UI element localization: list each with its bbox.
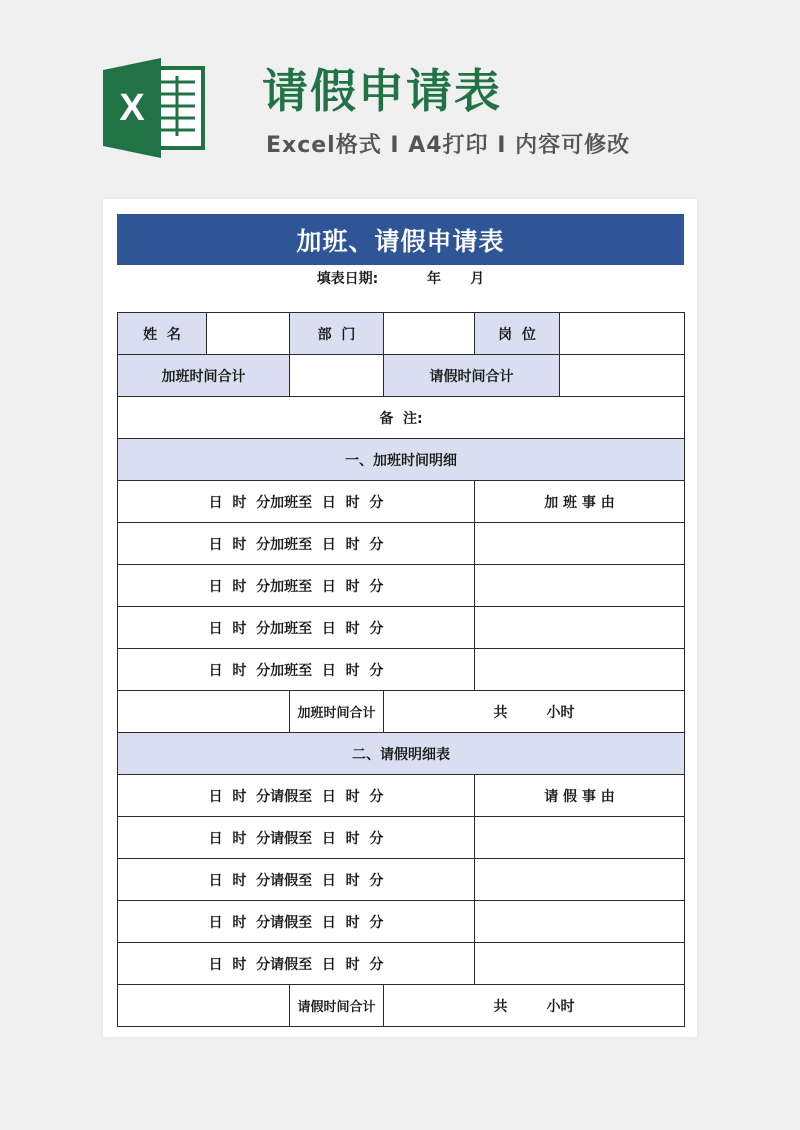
dept-label: 部 门 (290, 313, 384, 355)
name-field[interactable] (207, 313, 290, 355)
remarks-field[interactable]: 备 注: (118, 397, 685, 439)
leave-reason-cell[interactable] (475, 943, 685, 985)
form-title: 加班、请假申请表 (117, 214, 684, 265)
post-label: 岗 位 (475, 313, 560, 355)
leave-summary-blank[interactable] (118, 985, 290, 1027)
leave-summary-value[interactable]: 共 小时 (384, 985, 685, 1027)
table-row (118, 943, 685, 985)
application-table (117, 312, 685, 1027)
overtime-summary-blank[interactable] (118, 691, 290, 733)
overtime-section-title: 一、加班时间明细 (118, 439, 685, 481)
overtime-reason-header: 加 班 事 由 (475, 481, 685, 523)
fill-date-line (117, 265, 684, 291)
table-row (118, 901, 685, 943)
leave-time-cell[interactable]: 日 时 分请假至 日 时 分 (118, 943, 475, 985)
overtime-time-cell[interactable]: 日 时 分加班至 日 时 分 (118, 565, 475, 607)
leave-section-title: 二、请假明细表 (118, 733, 685, 775)
overtime-time-cell[interactable]: 日 时 分加班至 日 时 分 (118, 481, 475, 523)
overtime-reason-cell[interactable] (475, 523, 685, 565)
fill-date-label: 填表日期: (316, 271, 379, 287)
table-row (118, 523, 685, 565)
table-row (118, 985, 685, 1027)
overtime-summary-label: 加班时间合计 (290, 691, 384, 733)
table-row (118, 397, 685, 439)
leave-reason-cell[interactable] (475, 859, 685, 901)
leave-summary-label: 请假时间合计 (290, 985, 384, 1027)
fill-date-month: 月 (470, 271, 485, 287)
table-row (118, 607, 685, 649)
logo-letter: X (119, 87, 145, 129)
fill-date-year: 年 (427, 271, 442, 287)
table-row (118, 859, 685, 901)
table-row (118, 817, 685, 859)
overtime-total-label: 加班时间合计 (118, 355, 290, 397)
leave-total-label: 请假时间合计 (384, 355, 560, 397)
form-sheet (103, 199, 697, 1037)
name-label: 姓 名 (118, 313, 207, 355)
table-row (118, 565, 685, 607)
table-row (118, 691, 685, 733)
overtime-reason-cell[interactable] (475, 565, 685, 607)
overtime-reason-cell[interactable] (475, 649, 685, 691)
overtime-total-field[interactable] (290, 355, 384, 397)
table-row (118, 313, 685, 355)
leave-time-cell[interactable]: 日 时 分请假至 日 时 分 (118, 817, 475, 859)
overtime-time-cell[interactable]: 日 时 分加班至 日 时 分 (118, 523, 475, 565)
leave-reason-cell[interactable] (475, 901, 685, 943)
table-row (118, 481, 685, 523)
overtime-summary-value[interactable]: 共 小时 (384, 691, 685, 733)
leave-time-cell[interactable]: 日 时 分请假至 日 时 分 (118, 901, 475, 943)
table-row (118, 649, 685, 691)
table-row (118, 439, 685, 481)
excel-logo-icon (103, 58, 208, 158)
table-row (118, 355, 685, 397)
page-subtitle: Excel格式 I A4打印 I 内容可修改 (266, 133, 631, 158)
dept-field[interactable] (384, 313, 475, 355)
post-field[interactable] (560, 313, 685, 355)
leave-time-cell[interactable]: 日 时 分请假至 日 时 分 (118, 775, 475, 817)
page-title: 请假申请表 (262, 64, 502, 118)
leave-time-cell[interactable]: 日 时 分请假至 日 时 分 (118, 859, 475, 901)
overtime-time-cell[interactable]: 日 时 分加班至 日 时 分 (118, 649, 475, 691)
table-row (118, 775, 685, 817)
table-row (118, 733, 685, 775)
overtime-reason-cell[interactable] (475, 607, 685, 649)
leave-reason-header: 请 假 事 由 (475, 775, 685, 817)
leave-total-field[interactable] (560, 355, 685, 397)
leave-reason-cell[interactable] (475, 817, 685, 859)
overtime-time-cell[interactable]: 日 时 分加班至 日 时 分 (118, 607, 475, 649)
